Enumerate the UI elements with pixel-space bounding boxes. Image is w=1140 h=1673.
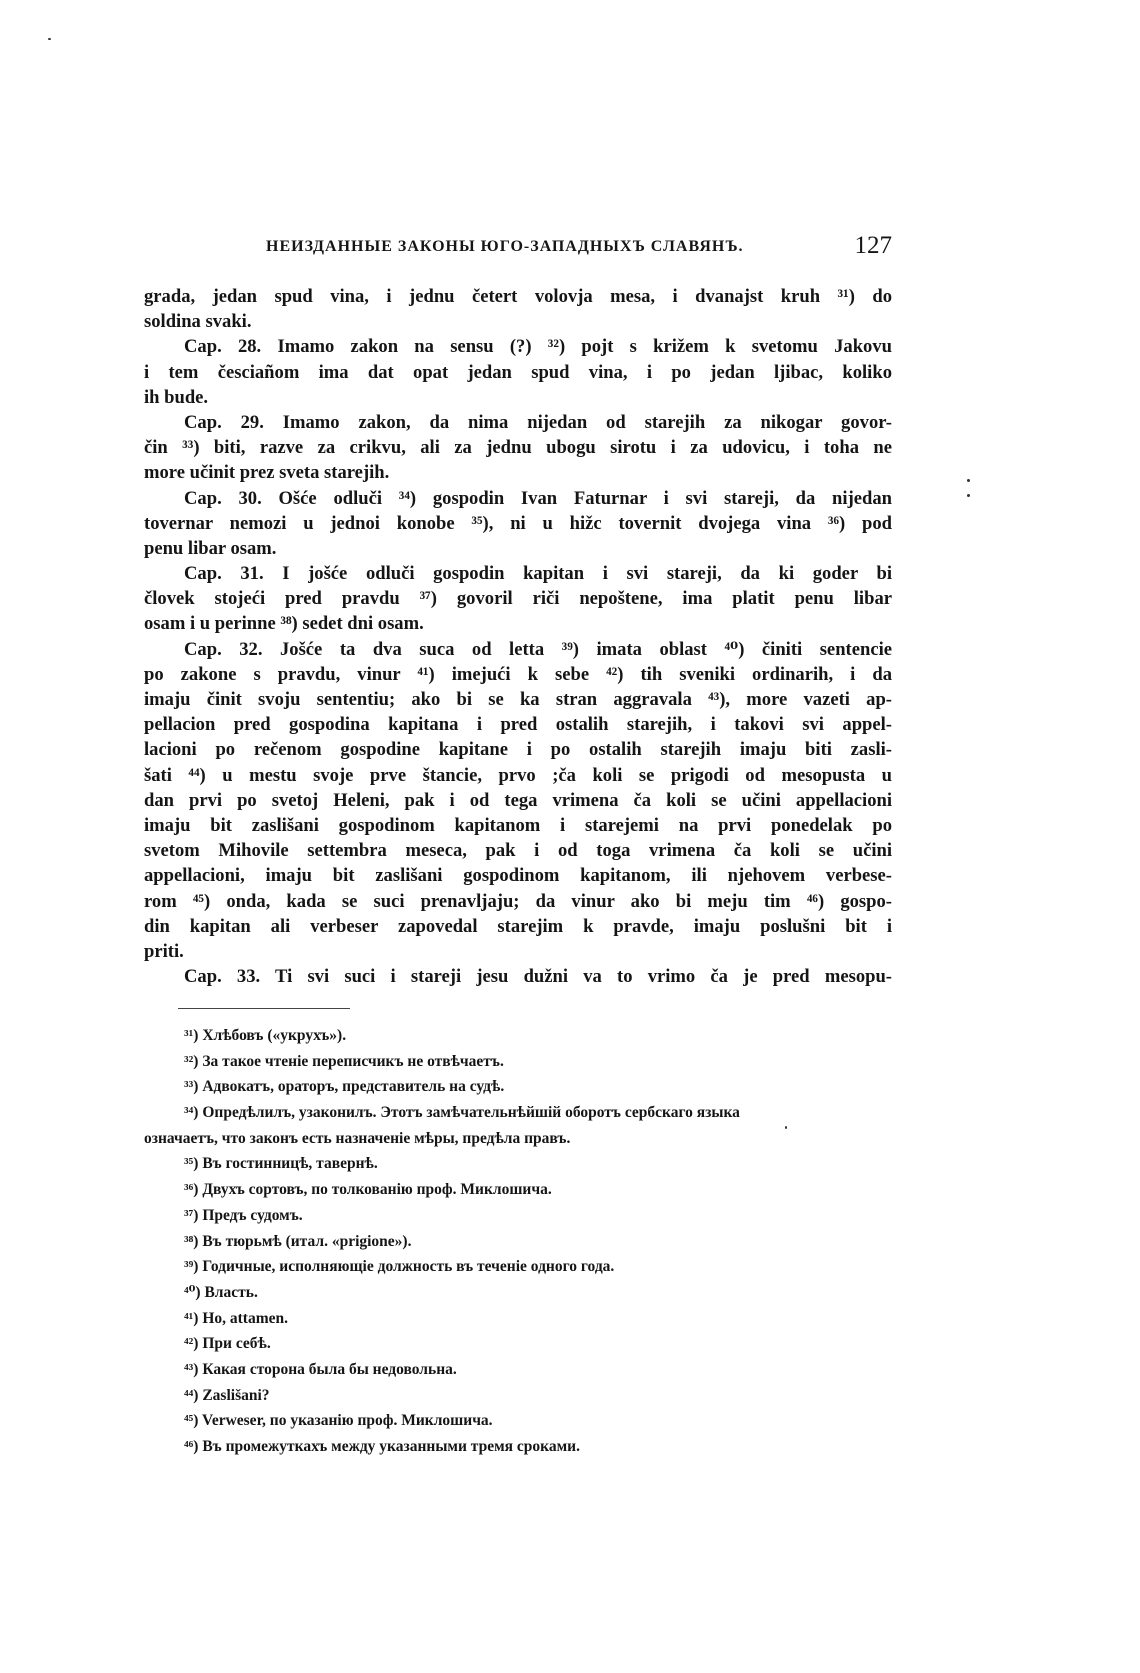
text-line: Cap. 31. I jošće odluči gospodin kapitan i svi stareji, da ki goder bi: [184, 563, 892, 585]
text-line: rom ⁴⁵) onda, kada se suci prenavljaju; da vinur ako bi meju tim ⁴⁶) gospo-: [144, 890, 892, 912]
footnote: ³⁶) Двухъ сортовъ, по толкованію проф. Миклошича.: [184, 1181, 552, 1199]
footnote: ⁴⁴) Zaslišani?: [184, 1386, 270, 1404]
text-line: appellacioni, imaju bit zaslišani gospodinom kapitanom, ili njehovem verbese-: [144, 865, 892, 887]
scan-speck: [48, 38, 51, 40]
footnote: ⁴³) Какая сторона была бы недовольна.: [184, 1360, 457, 1378]
text-line: pellacion pred gospodina kapitana i pred ostalih starejih, i takovi svi appel-: [144, 714, 892, 736]
text-line: po zakone s pravdu, vinur ⁴¹) imejući k sebe ⁴²) tih sveniki ordinarih, i da: [144, 663, 892, 685]
text-line: i tem česciañom ima dat opat jedan spud vina, i po jedan ljibac, koliko: [144, 361, 892, 383]
text-line: človek stojeći pred pravdu ³⁷) govoril riči nepoštene, ima platit penu libar: [144, 588, 892, 610]
footnote: ⁴¹) Но, attamen.: [184, 1309, 288, 1327]
running-header: [144, 232, 892, 264]
text-line: penu libar osam.: [144, 537, 277, 559]
footnote-separator: [178, 1008, 350, 1009]
running-title: НЕИЗДАННЫЕ ЗАКОНЫ ЮГО-ЗАПАДНЫХЪ СЛАВЯНЪ.: [266, 238, 744, 255]
text-line: priti.: [144, 940, 184, 962]
footnote: ³⁹) Годичные, исполняющіе должность въ теченіе одного года.: [184, 1258, 615, 1276]
footnote: ³⁸) Въ тюрьмѣ (итал. «prigione»).: [184, 1232, 412, 1250]
footnote: ⁴⁵) Verweser, по указанію проф. Миклошича.: [184, 1412, 493, 1430]
text-line: more učinit prez sveta starejih.: [144, 462, 390, 484]
text-line: osam i u perinne ³⁸) sedet dni osam.: [144, 613, 424, 635]
footnotes: [144, 1023, 904, 1460]
text-line: Cap. 28. Imamo zakon na sensu (?) ³²) pojt s križem k svetomu Jakovu: [184, 336, 892, 358]
scan-speck: [967, 494, 970, 497]
footnote: ⁴⁰) Власть.: [184, 1283, 258, 1301]
main-text: [144, 284, 892, 989]
text-line: čin ³³) biti, razve za crikvu, ali za jednu ubogu sirotu i za udovicu, i toha ne: [144, 437, 892, 459]
footnote: ⁴²) При себѣ.: [184, 1335, 271, 1353]
text-line: Cap. 29. Imamo zakon, da nima nijedan od starejih za nikogar govor-: [184, 411, 892, 433]
text-line: lacioni po rečenom gospodine kapitane i po ostalih starejih imaju biti zasli-: [144, 739, 892, 761]
footnote: означаетъ, что законъ есть назначеніе мѣры, предѣла правъ.: [144, 1129, 571, 1147]
footnote: ³⁴) Опредѣлилъ, узаконилъ. Этотъ замѣчательнѣйшій оборотъ сербскаго языка: [184, 1104, 740, 1122]
footnote: ⁴⁶) Въ промежуткахъ между указанными тремя сроками.: [184, 1438, 580, 1455]
text-line: ih bude.: [144, 386, 209, 408]
text-line: Cap. 30. Ošće odluči ³⁴) gospodin Ivan Faturnar i svi stareji, da nijedan: [184, 487, 892, 509]
text-line: Cap. 33. Ti svi suci i stareji jesu dužni va to vrimo ča je pred mesopu-: [184, 966, 892, 988]
footnote: ³²) За такое чтеніе переписчикъ не отвѣчаетъ.: [184, 1052, 504, 1070]
text-line: imaju bit zaslišani gospodinom kapitanom i starejemi na prvi ponedelak po: [144, 814, 892, 836]
text-line: soldina svaki.: [144, 311, 252, 333]
text-line: grada, jedan spud vina, i jednu četert volovja mesa, i dvanajst kruh ³¹) do: [144, 286, 892, 307]
scan-speck: [785, 1126, 787, 1129]
footnote: ³¹) Хлѣбовъ («укрухъ»).: [184, 1027, 347, 1044]
footnote: ³⁵) Въ гостинницѣ, тавернѣ.: [184, 1155, 378, 1173]
page-number: 127: [854, 232, 892, 259]
footnote: ³⁷) Предъ судомъ.: [184, 1206, 303, 1224]
text-line: din kapitan ali verbeser zapovedal starejim k pravde, imaju poslušni bit i: [144, 915, 892, 937]
text-line: svetom Mihovile settembra meseca, pak i od toga vrimena ča koli se učini: [144, 840, 892, 862]
text-line: Cap. 32. Jošće ta dva suca od letta ³⁹) imata oblast ⁴⁰) činiti sentencie: [184, 638, 892, 660]
text-line: tovernar nemozi u jednoi konobe ³⁵), ni u hižc tovernit dvojega vina ³⁶) pod: [144, 512, 892, 534]
text-line: imaju činit svoju sententiu; ako bi se ka stran aggravala ⁴³), more vazeti ap-: [144, 689, 892, 710]
text-line: dan prvi po svetoj Heleni, pak i od tega vrimena ča koli se učini appellacioni: [144, 789, 892, 811]
scan-speck: [967, 479, 970, 482]
text-line: šati ⁴⁴) u mestu svoje prve štancie, prvo ;ča koli se prigodi od mesopusta u: [144, 764, 892, 786]
footnote: ³³) Адвокатъ, ораторъ, представитель на судѣ.: [184, 1078, 505, 1096]
